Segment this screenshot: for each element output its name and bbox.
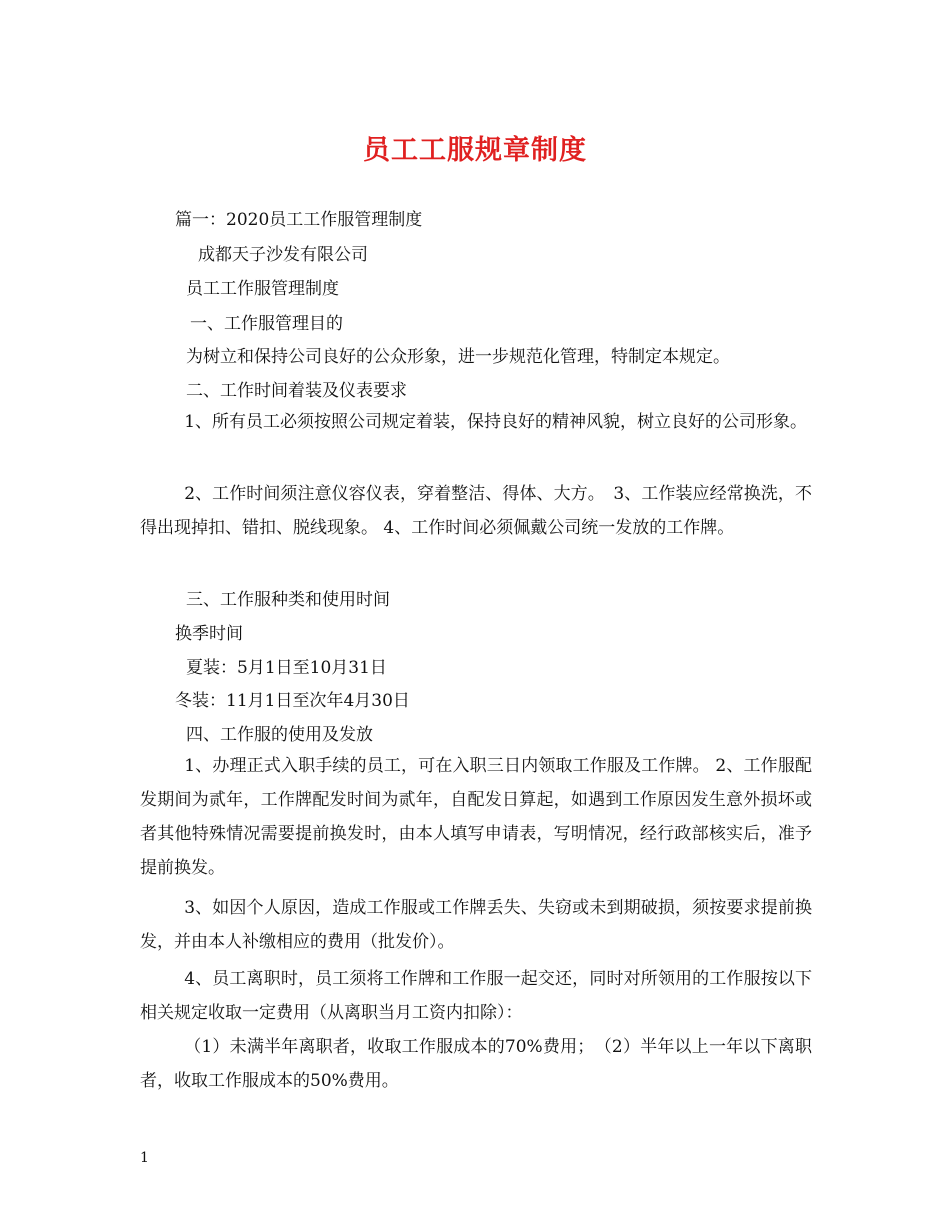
paragraph-4-1: 1、办理正式入职手续的员工，可在入职三日内领取工作服及工作牌。 2、工作服配发期间为贰年，工作牌配发时间为贰年，自配发日算起，如遇到工作原因发生意外损坏或者其他特殊情况需要提前换发时，由本人填写申请表，写明情况，经行政部核实后，准予提前换发。 <box>140 756 812 878</box>
purpose-text: 为树立和保持公司良好的公众形象，进一步规范化管理，特制定本规定。 <box>186 347 730 367</box>
paragraph-4-3: 3、如因个人原因，造成工作服或工作牌丢失、失窃或未到期破损，须按要求提前换发，并由本人补缴相应的费用（批发价）。 <box>140 898 812 952</box>
section-heading-2: 二、工作时间着装及仪表要求 <box>186 381 407 401</box>
paragraph-4-4-items: （1）未满半年离职者，收取工作服成本的70%费用； （2）半年以上一年以下离职者，收取工作服成本的50%费用。 <box>140 1037 812 1091</box>
paragraph-2-2: 2、工作时间须注意仪容仪表，穿着整洁、得体、大方。 3、工作装应经常换洗，不得出现掉扣、错扣、脱线现象。 4、工作时间必须佩戴公司统一发放的工作牌。 <box>140 484 812 538</box>
summer-uniform-dates: 夏装：5月1日至10月31日 <box>186 658 387 678</box>
paragraph-2-1: 1、所有员工必须按照公司规定着装，保持良好的精神风貌，树立良好的公司形象。 <box>184 412 808 432</box>
section-heading-intro: 篇一：2020员工工作服管理制度 <box>175 210 423 230</box>
section-heading-4: 四、工作服的使用及发放 <box>186 725 373 745</box>
section-heading-3: 三、工作服种类和使用时间 <box>186 590 390 610</box>
document-title: 员工工服规章制度 <box>363 135 587 166</box>
season-change-label: 换季时间 <box>175 624 243 644</box>
page-number: 1 <box>140 1150 149 1166</box>
company-name: 成都天子沙发有限公司 <box>198 245 368 265</box>
section-heading-1: 一、工作服管理目的 <box>190 314 343 334</box>
paragraph-4-4: 4、员工离职时，员工须将工作牌和工作服一起交还，同时对所领用的工作服按以下相关规定收取一定费用（从离职当月工资内扣除）： <box>140 969 812 1023</box>
regulation-name: 员工工作服管理制度 <box>186 279 339 299</box>
winter-uniform-dates: 冬装：11月1日至次年4月30日 <box>175 691 410 711</box>
